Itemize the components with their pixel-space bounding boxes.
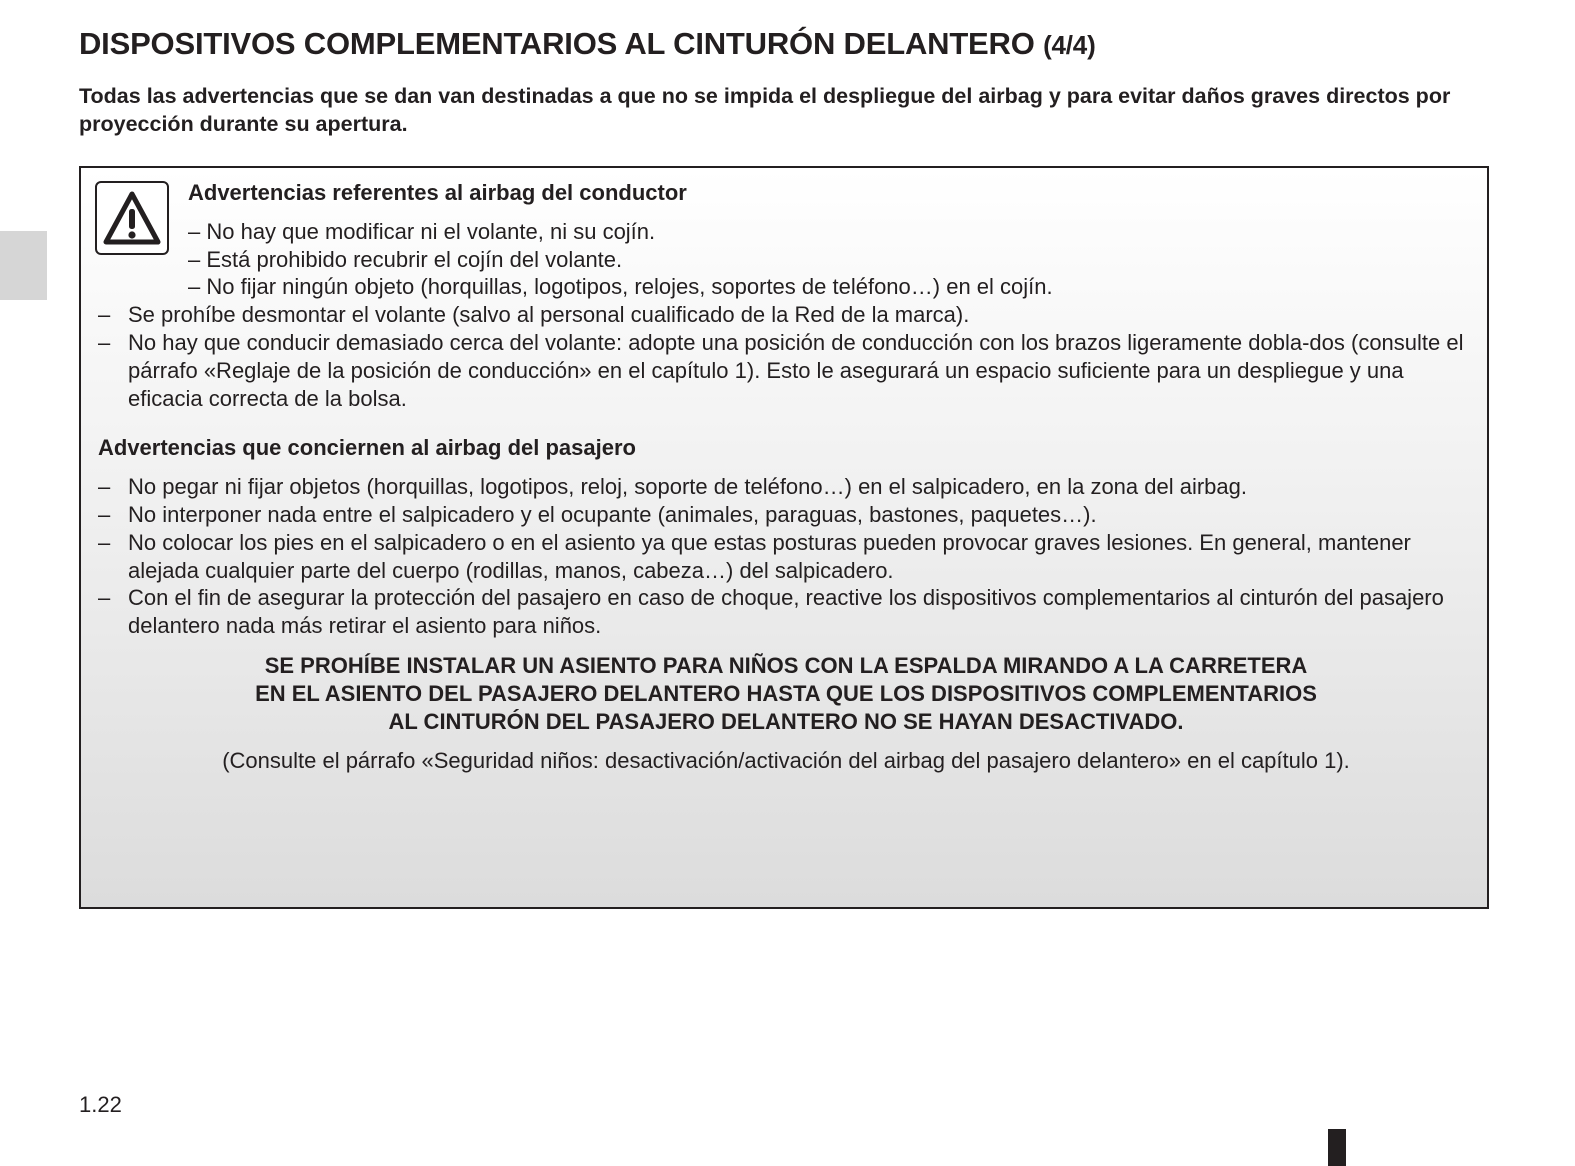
chapter-tab bbox=[0, 231, 47, 300]
page-title-part: (4/4) bbox=[1043, 30, 1096, 60]
intro-paragraph: Todas las advertencias que se dan van destinadas a que no se impida el despliegue del airbag y para evitar daños graves directos por proyección durante su apertura. bbox=[79, 84, 1451, 136]
dash-marker: – bbox=[98, 329, 111, 355]
child-seat-warning-line: AL CINTURÓN DEL PASAJERO DELANTERO NO SE HAYAN DESACTIVADO. bbox=[388, 708, 1184, 734]
driver-indented-list bbox=[188, 218, 1474, 301]
list-item bbox=[98, 329, 1474, 412]
driver-airbag-heading: Advertencias referentes al airbag del conductor bbox=[188, 180, 687, 205]
list-item bbox=[98, 584, 1474, 640]
dash-marker: – bbox=[98, 474, 111, 500]
list-item-text: Con el fin de asegurar la protección del pasajero en caso de choque, reactive los dispositivos complementarios al cinturón del pasajero delantero nada más retirar el asiento para niños. bbox=[128, 585, 1444, 639]
page-number: 1.22 bbox=[79, 1092, 122, 1117]
list-item-text: No hay que conducir demasiado cerca del volante: adopte una posición de conducción con los brazos ligeramente dobla-dos (consulte el párrafo «Reglaje de la posición de conducción» en el capítulo 1). Esto le asegurará un espacio suficiente para un despliegue y una eficacia correcta de la bolsa. bbox=[128, 329, 1464, 411]
passenger-list bbox=[98, 473, 1474, 640]
dash-marker: – bbox=[98, 585, 111, 611]
list-item: – No fijar ningún objeto (horquillas, logotipos, relojes, soportes de teléfono…) en el cojín. bbox=[188, 274, 1053, 300]
list-item-text: No pegar ni fijar objetos (horquillas, logotipos, reloj, soporte de teléfono…) en el salpicadero, en la zona del airbag. bbox=[128, 474, 1248, 500]
list-item bbox=[98, 529, 1474, 585]
list-item-text: Se prohíbe desmontar el volante (salvo al personal cualificado de la Red de la marca). bbox=[128, 302, 970, 328]
dash-marker: – bbox=[98, 302, 111, 328]
page-title bbox=[79, 26, 1096, 62]
dash-marker: – bbox=[98, 529, 111, 555]
page-title-main: DISPOSITIVOS COMPLEMENTARIOS AL CINTURÓN DELANTERO bbox=[79, 26, 1035, 61]
child-seat-warning-line: EN EL ASIENTO DEL PASAJERO DELANTERO HASTA QUE LOS DISPOSITIVOS COMPLEMENTARIOS bbox=[255, 680, 1317, 706]
list-item: – No hay que modificar ni el volante, ni su cojín. bbox=[188, 218, 656, 244]
driver-list bbox=[98, 301, 1474, 412]
list-item-text: No interponer nada entre el salpicadero y el ocupante (animales, paraguas, bastones, paquetes…). bbox=[128, 501, 1097, 527]
list-item bbox=[98, 501, 1474, 529]
list-item bbox=[98, 473, 1474, 501]
consult-note: (Consulte el párrafo «Seguridad niños: desactivación/activación del airbag del pasajero delantero» en el capítulo 1). bbox=[222, 747, 1350, 773]
warning-box-content bbox=[98, 179, 1474, 775]
page-corner-mark bbox=[1328, 1129, 1346, 1166]
list-item bbox=[98, 301, 1474, 329]
passenger-airbag-heading: Advertencias que conciernen al airbag del pasajero bbox=[98, 435, 636, 461]
dash-marker: – bbox=[98, 501, 111, 527]
list-item: – Está prohibido recubrir el cojín del volante. bbox=[188, 246, 623, 272]
list-item-text: No colocar los pies en el salpicadero o en el asiento ya que estas posturas pueden provocar graves lesiones. En general, mantener alejada cualquier parte del cuerpo (rodillas, manos, cabeza…) del salpicadero. bbox=[128, 529, 1411, 583]
child-seat-warning bbox=[98, 652, 1474, 736]
child-seat-warning-line: SE PROHÍBE INSTALAR UN ASIENTO PARA NIÑOS CON LA ESPALDA MIRANDO A LA CARRETERA bbox=[264, 652, 1308, 678]
warning-box bbox=[79, 166, 1489, 909]
